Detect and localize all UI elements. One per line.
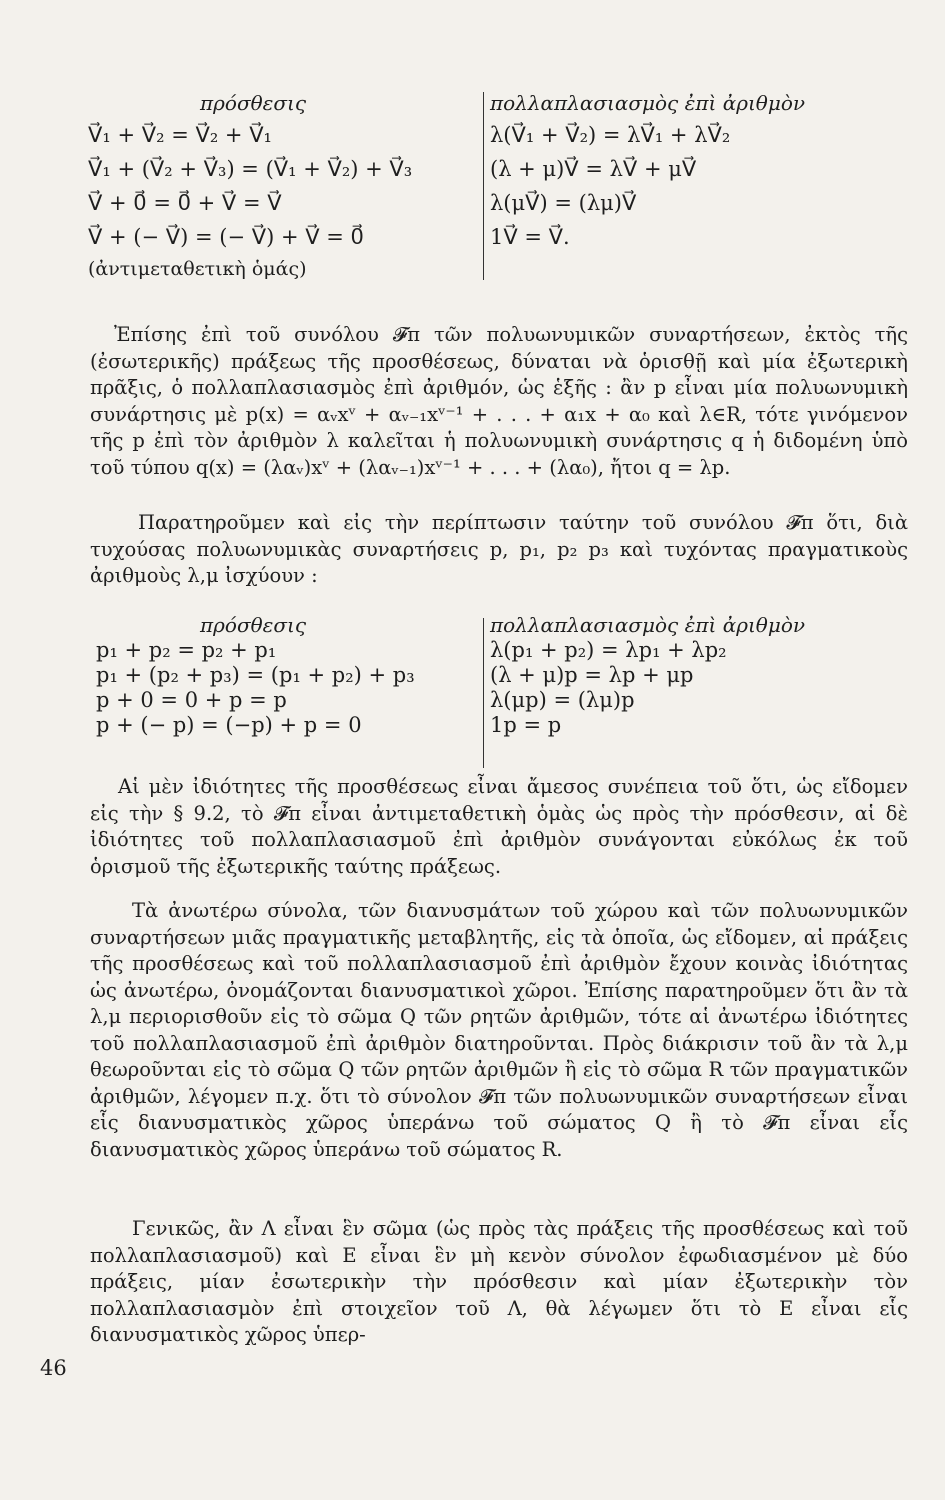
addition-row: V⃗₁ + V⃗₂ = V⃗₂ + V⃗₁ (88, 123, 272, 147)
addition-row: p + 0 = 0 + p = p (96, 688, 287, 712)
addition-column (88, 88, 480, 284)
paragraph: Παρατηροῦμεν καὶ εἰς τὴν περίπτωσιν ταύτην τοῦ συνόλου 𝓕π ὅτι, διὰ τυχούσας πολυωνυμικὰς συναρτήσεις p, p₁, p₂ p₃ καὶ τυχόντας πραγματικοὺς ἀριθμοὺς λ,μ ἰσχύουν : (90, 511, 908, 587)
paragraph: Γενικῶς, ἂν Λ εἶναι ἓν σῶμα (ὡς πρὸς τὰς πράξεις τῆς προσθέσεως καὶ τοῦ πολλαπλασιασμοῦ) καὶ Ε εἶναι ἓν μὴ κενὸν σύνολον ἐφωδιασμένον μὲ δύο πράξεις, μίαν ἐσωτερικὴν τὴν πρόσθεσιν καὶ μίαν ἐξωτερικὴν τὸν πολλαπλασιασμὸν ἐπὶ στοιχεῖον τοῦ Λ, θὰ λέγωμεν ὅτι τὸ Ε εἶναι εἷς διανυσματικὸς χῶρος ὑπερ- (90, 1217, 908, 1346)
page-number: 46 (40, 1356, 67, 1380)
paragraph: Τὰ ἀνωτέρω σύνολα, τῶν διανυσμάτων τοῦ χώρου καὶ τῶν πολυωνυμικῶν συναρτήσεων μιᾶς πραγματικῆς μεταβλητῆς, εἰς τὰ ὁποῖα, ὡς εἴδομεν, αἱ πράξεις τῆς προσθέσεως καὶ τοῦ πολλαπλασιασμοῦ ἐπὶ ἀριθμὸν ἔχουν κοινὰς ἰδιότητας ὡς ἀνωτέρω, ὀνομάζονται διανυσματικοὶ χῶροι. Ἐπίσης παρατηροῦμεν ὅτι ἂν τὰ λ,μ περιορισθοῦν εἰς τὸ σῶμα Q τῶν ρητῶν ἀριθμῶν, τότε αἱ ἀνωτέρω ἰδιότητες τοῦ πολλαπλασιασμοῦ ἐπὶ ἀριθμὸν διατηροῦνται. Πρὸς διάκρισιν τοῦ ἂν τὰ λ,μ θεωροῦνται εἰς τὸ σῶμα Q τῶν ρητῶν ἀριθμῶν ἢ εἰς τὸ σῶμα R τῶν πραγματικῶν ἀριθμῶν, λέγομεν π.χ. ὅτι τὸ σύνολον 𝓕π τῶν πολυωνυμικῶν συναρτήσεων εἶναι εἷς διανυσματικὸς χῶρος ὑπεράνω τοῦ σώματος Q ἢ τὸ 𝓕π εἶναι εἷς διανυσματικὸς χῶρος ὑπεράνω τοῦ σώματος R. (90, 899, 908, 1161)
column-divider (483, 92, 484, 280)
column-divider (483, 618, 484, 768)
addition-row: p₁ + p₂ = p₂ + p₁ (96, 638, 277, 662)
scalar-row: λ(p₁ + p₂) = λp₁ + λp₂ (490, 638, 727, 662)
scalar-row: λ(μV⃗) = (λμ)V⃗ (490, 191, 637, 215)
paragraph: Αἱ μὲν ἰδιότητες τῆς προσθέσεως εἶναι ἄμεσος συνέπεια τοῦ ὅτι, ὡς εἴδομεν εἰς τὴν § 9.2, τὸ 𝓕π εἶναι ἀντιμεταθετικὴ ὁμὰς ὡς πρὸς τὴν πρόσθεσιν, αἱ δὲ ἰδιότητες τοῦ πολλαπλασιασμοῦ ἐπὶ ἀριθμὸν συνάγονται εὐκόλως ἐκ τοῦ ὁρισμοῦ τῆς ἐξωτερικῆς ταύτης πράξεως. (90, 775, 908, 878)
scalar-multiplication-header: πολλαπλασιασμὸς ἐπὶ ἀριθμὸν (490, 613, 806, 637)
addition-row: V⃗ + 0⃗ = 0⃗ + V⃗ = V⃗ (88, 191, 282, 215)
scalar-row: λ(V⃗₁ + V⃗₂) = λV⃗₁ + λV⃗₂ (490, 123, 731, 147)
scalar-row: (λ + μ)V⃗ = λV⃗ + μV⃗ (490, 157, 697, 181)
addition-row: p + (− p) = (−p) + p = 0 (96, 713, 362, 737)
paragraph: Ἐπίσης ἐπὶ τοῦ συνόλου 𝓕π τῶν πολυωνυμικῶν συναρτήσεων, ἐκτὸς τῆς (ἐσωτερικῆς) πράξεως τῆς προσθέσεως, δύναται νὰ ὁρισθῇ καὶ μία ἐξωτερικὴ πρᾶξις, ὁ πολλαπλασιασμὸς ἐπὶ ἀριθμόν, ὡς ἑξῆς : ἂν p εἶναι μία πολυωνυμικὴ συνάρτησις μὲ p(x) = αᵥxᵛ + αᵥ₋₁xᵛ⁻¹ + . . . + α₁x + α₀ καὶ λ∈R, τότε γινόμενον τῆς p ἐπὶ τὸν ἀριθμὸν λ καλεῖται ἡ πολυωνυμικὴ συνάρτησις q ἡ διδομένη ὑπὸ τοῦ τύπου q(x) = (λαᵥ)xᵛ + (λαᵥ₋₁)xᵛ⁻¹ + . . . + (λα₀), ἤτοι q = λp. (90, 323, 908, 479)
scalar-multiplication-column (490, 612, 890, 738)
scalar-multiplication-column (490, 88, 890, 254)
group-note: (ἀντιμεταθετικὴ ὁμάς) (88, 258, 307, 280)
scalar-multiplication-header: πολλαπλασιασμὸς ἐπὶ ἀριθμὸν (490, 91, 806, 115)
scalar-row: (λ + μ)p = λp + μp (490, 663, 694, 687)
addition-row: V⃗ + (− V⃗) = (− V⃗) + V⃗ = 0⃗ (88, 225, 364, 249)
addition-row: V⃗₁ + (V⃗₂ + V⃗₃) = (V⃗₁ + V⃗₂) + V⃗₃ (88, 157, 413, 181)
addition-column (88, 612, 480, 738)
addition-header: πρόσθεσις (200, 91, 307, 115)
scalar-row: λ(μp) = (λμ)p (490, 688, 635, 712)
scalar-row: 1V⃗ = V⃗. (490, 225, 570, 249)
addition-row: p₁ + (p₂ + p₃) = (p₁ + p₂) + p₃ (96, 663, 415, 687)
scalar-row: 1p = p (490, 713, 562, 737)
addition-header: πρόσθεσις (200, 613, 307, 637)
